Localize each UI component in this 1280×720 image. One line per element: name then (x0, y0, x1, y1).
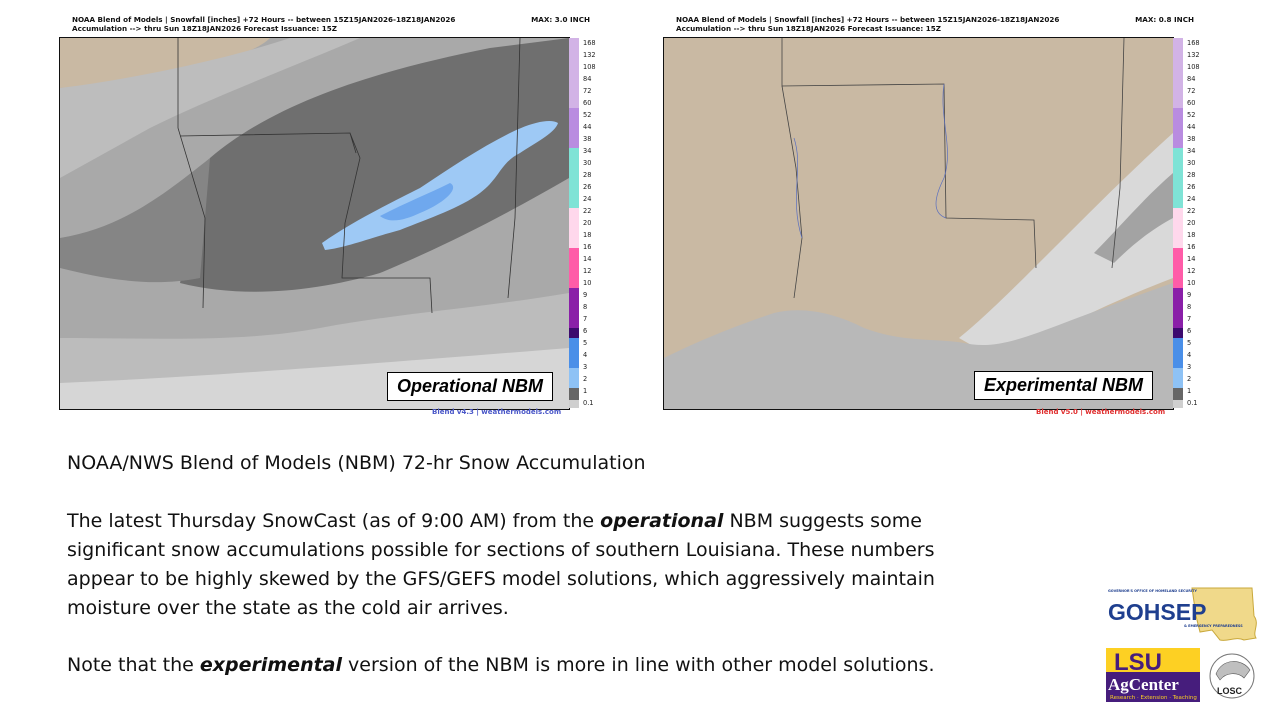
map-header-line2: Accumulation --> thru Sun 18Z18JAN2026 Forecast Issuance: 15Z (72, 24, 338, 33)
scale-label: 1 (583, 387, 588, 395)
gohsep-tagline-bottom: & EMERGENCY PREPAREDNESS (1184, 624, 1243, 628)
scale-label: 24 (1187, 195, 1196, 203)
experimental-snow-map (663, 37, 1174, 410)
gohsep-logo (1104, 586, 1264, 706)
scale-label: 30 (1187, 159, 1196, 167)
scale-label: 0.1 (1187, 399, 1198, 407)
scale-label: 8 (583, 303, 588, 311)
para1-start: The latest Thursday SnowCast (as of 9:00 AM) from the (67, 510, 601, 532)
scale-label: 34 (1187, 147, 1196, 155)
map-credit: Blend v4.3 | weathermodels.com (432, 408, 562, 416)
operational-nbm-panel (58, 14, 598, 422)
scale-label: 38 (583, 135, 592, 143)
scale-label: 44 (583, 123, 592, 131)
scale-label: 9 (583, 291, 588, 299)
scale-label: 8 (1187, 303, 1192, 311)
scale-label: 168 (1187, 39, 1200, 47)
scale-label: 168 (583, 39, 596, 47)
scale-label: 24 (583, 195, 592, 203)
losc-wordmark: LOSC (1217, 686, 1243, 696)
scale-label: 4 (583, 351, 588, 359)
max-label: MAX: 3.0 INCH (531, 15, 590, 24)
scale-label: 5 (1187, 339, 1192, 347)
scale-label: 0.1 (583, 399, 594, 407)
scale-label: 10 (1187, 279, 1196, 287)
operational-snow-map (59, 37, 570, 410)
scale-label: 28 (583, 171, 592, 179)
color-scale-bar (1173, 38, 1183, 408)
scale-label: 34 (583, 147, 592, 155)
scale-label: 3 (1187, 363, 1192, 371)
scale-label: 52 (583, 111, 592, 119)
scale-label: 10 (583, 279, 592, 287)
scale-label: 60 (583, 99, 592, 107)
max-label: MAX: 0.8 INCH (1135, 15, 1194, 24)
scale-label: 84 (1187, 75, 1196, 83)
scale-label: 30 (583, 159, 592, 167)
scale-label: 26 (1187, 183, 1196, 191)
scale-label: 72 (583, 87, 592, 95)
scale-label: 9 (1187, 291, 1192, 299)
scale-label: 108 (1187, 63, 1200, 71)
lsu-wordmark: LSU (1114, 649, 1162, 676)
map-header (72, 15, 455, 33)
color-scale-labels (1187, 38, 1209, 408)
map-header-line1: NOAA Blend of Models | Snowfall [inches] +72 Hours -- between 15Z15JAN2026-18Z18JAN2026 (72, 15, 456, 24)
gohsep-wordmark: GOHSEP (1108, 599, 1207, 625)
para1-emphasis: operational (600, 510, 724, 532)
scale-label: 52 (1187, 111, 1196, 119)
scale-label: 14 (583, 255, 592, 263)
map-credit: Blend v5.0 | weathermodels.com (1036, 408, 1166, 416)
map-header (676, 15, 1059, 33)
color-scale-bar (569, 38, 579, 408)
scale-label: 20 (583, 219, 592, 227)
scale-label: 84 (583, 75, 592, 83)
paragraph-operational (67, 507, 987, 623)
scale-label: 12 (1187, 267, 1196, 275)
operational-nbm-label: Operational NBM (387, 372, 553, 401)
paragraph-experimental (67, 651, 987, 680)
partner-logos (1104, 586, 1264, 706)
para1-end: NBM suggests some significant snow accumulations possible for sections of southern Louisiana. These numbers appear to be highly skewed by the GFS/GEFS model solutions, which aggressively maintain moisture over the state as the cold air arrives. (67, 510, 935, 619)
scale-label: 12 (583, 267, 592, 275)
scale-label: 7 (583, 315, 588, 323)
slide-heading (67, 449, 987, 478)
scale-label: 6 (1187, 327, 1192, 335)
scale-label: 2 (1187, 375, 1192, 383)
scale-label: 28 (1187, 171, 1196, 179)
para2-end: version of the NBM is more in line with other model solutions. (342, 654, 935, 676)
scale-label: 5 (583, 339, 588, 347)
scale-label: 18 (1187, 231, 1196, 239)
scale-label: 72 (1187, 87, 1196, 95)
map-header-line2: Accumulation --> thru Sun 18Z18JAN2026 Forecast Issuance: 15Z (676, 24, 942, 33)
heading-text: NOAA/NWS Blend of Models (NBM) 72-hr Snow Accumulation (67, 452, 646, 474)
map-header-line1: NOAA Blend of Models | Snowfall [inches] +72 Hours -- between 15Z15JAN2026-18Z18JAN2026 (676, 15, 1060, 24)
scale-label: 38 (1187, 135, 1196, 143)
para2-start: Note that the (67, 654, 200, 676)
gohsep-tagline-top: GOVERNOR'S OFFICE OF HOMELAND SECURITY (1108, 589, 1197, 593)
scale-label: 18 (583, 231, 592, 239)
scale-label: 16 (583, 243, 592, 251)
scale-label: 4 (1187, 351, 1192, 359)
scale-label: 14 (1187, 255, 1196, 263)
scale-label: 26 (583, 183, 592, 191)
experimental-nbm-panel (662, 14, 1202, 422)
color-scale-labels (583, 38, 605, 408)
scale-label: 22 (1187, 207, 1196, 215)
scale-label: 2 (583, 375, 588, 383)
scale-label: 132 (583, 51, 596, 59)
scale-label: 16 (1187, 243, 1196, 251)
scale-label: 3 (583, 363, 588, 371)
experimental-nbm-label: Experimental NBM (974, 371, 1153, 400)
scale-label: 60 (1187, 99, 1196, 107)
scale-label: 6 (583, 327, 588, 335)
scale-label: 1 (1187, 387, 1192, 395)
scale-label: 108 (583, 63, 596, 71)
agcenter-tagline: Research · Extension · Teaching (1110, 695, 1197, 701)
scale-label: 44 (1187, 123, 1196, 131)
scale-label: 132 (1187, 51, 1200, 59)
para2-emphasis: experimental (199, 654, 343, 676)
scale-label: 22 (583, 207, 592, 215)
scale-label: 7 (1187, 315, 1192, 323)
agcenter-wordmark: AgCenter (1108, 675, 1179, 694)
scale-label: 20 (1187, 219, 1196, 227)
